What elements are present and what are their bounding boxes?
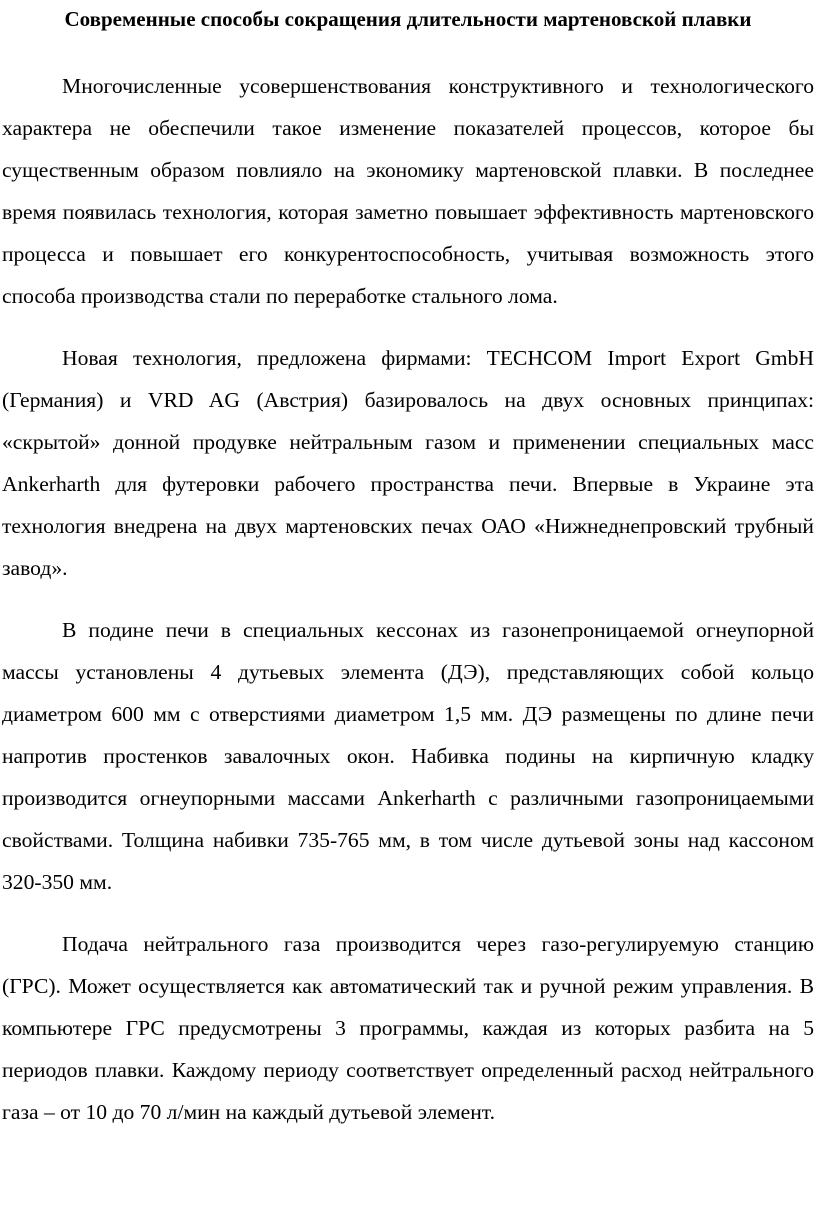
document-title: Современные способы сокращения длительности мартеновской плавки [64, 7, 752, 31]
paragraph-3: В подине печи в специальных кессонах из газонепроницаемой огнеупорной массы установлены 4 дутьевых элемента (ДЭ), представляющих собой кольцо диаметром 600 мм с отверстиями диаметром 1,5 мм. ДЭ размещены по длине печи напротив простенков завалочных окон. Набивка подины на кирпичную кладку производится огнеупорными массами Ankerharth с различными газопроницаемыми свойствами. Толщина набивки 735-765 мм, в том числе дутьевой зоны над кассоном 320-350 мм. [2, 618, 814, 894]
paragraph-1: Многочисленные усовершенствования конструктивного и технологического характера не обеспечили такое изменение показателей процессов, которое бы существенным образом повлияло на экономику мартеновской плавки. В последнее время появилась технология, которая заметно повышает эффективность мартеновского процесса и повышает его конкурентоспособность, учитывая возможность этого способа производства стали по переработке стального лома. [2, 74, 814, 308]
paragraph-2: Новая технология, предложена фирмами: TECHCOM Import Export GmbH (Германия) и VRD AG (Австрия) базировалось на двух основных принципах: «скрытой» донной продувке нейтральным газом и применении специальных масс Ankerharth для футеровки рабочего пространства печи. Впервые в Украине эта технология внедрена на двух мартеновских печах ОАО «Нижнеднепровский трубный завод». [2, 346, 814, 580]
paragraph-4: Подача нейтрального газа производится через газо-регулируемую станцию (ГРС). Может осуществляется как автоматический так и ручной режим управления. В компьютере ГРС предусмотрены 3 программы, каждая из которых разбита на 5 периодов плавки. Каждому периоду соответствует определенный расход нейтрального газа – от 10 до 70 л/мин на каждый дутьевой элемент. [2, 932, 814, 1124]
